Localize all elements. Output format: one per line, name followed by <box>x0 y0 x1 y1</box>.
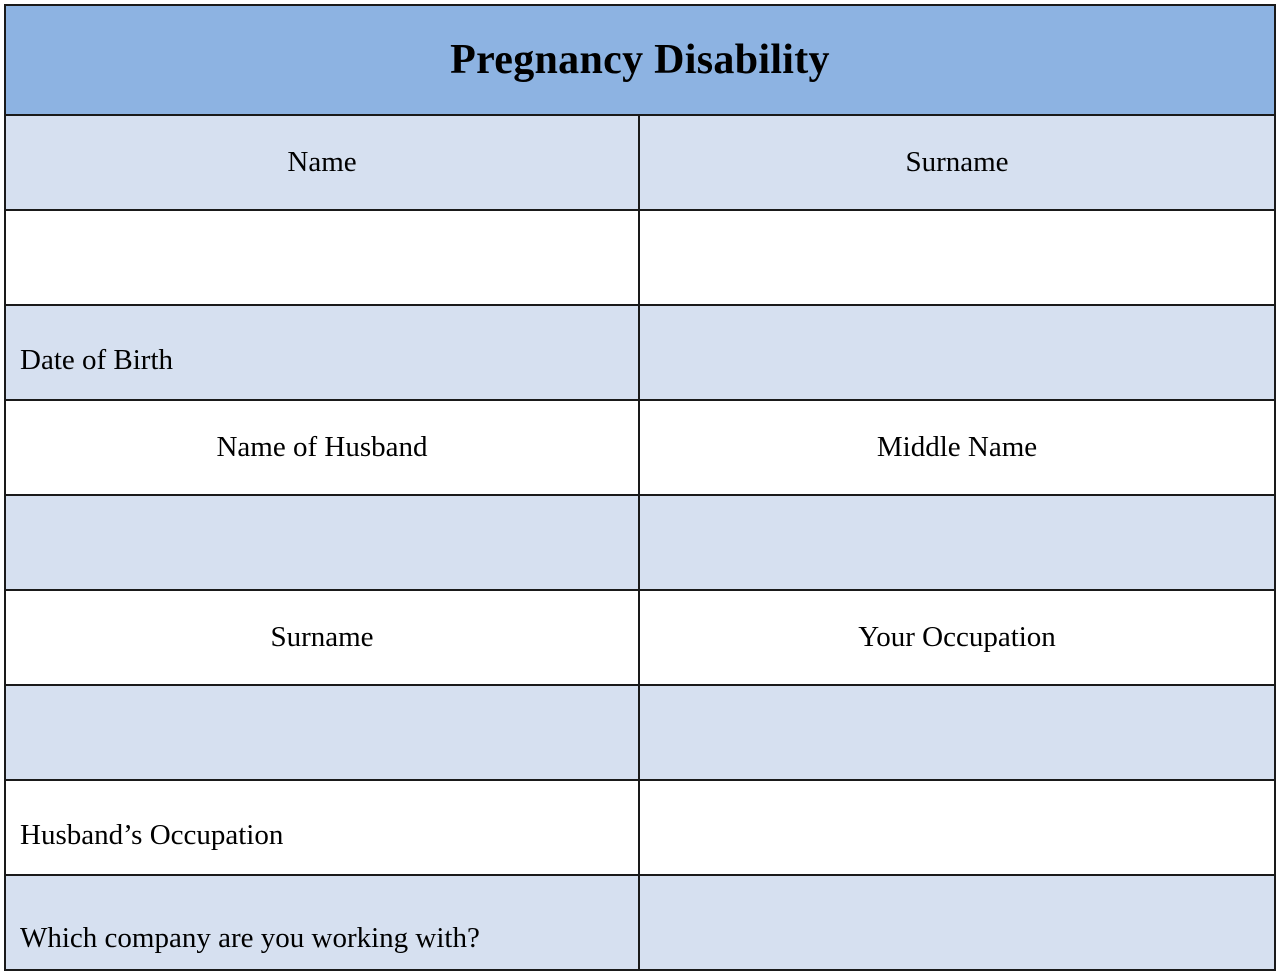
your-occupation-label: Your Occupation <box>858 621 1056 653</box>
form-header <box>4 4 1276 116</box>
your-occupation-field[interactable] <box>640 686 1274 779</box>
surname-label: Surname <box>905 146 1009 178</box>
name-of-husband-field[interactable] <box>6 496 640 589</box>
row-name-surname-fields <box>4 211 1276 306</box>
name-label: Name <box>6 116 640 209</box>
row-surname-occupation-labels <box>4 591 1276 686</box>
form-title: Pregnancy Disability <box>450 37 830 83</box>
row-husband-occupation <box>4 781 1276 876</box>
middle-name-label: Middle Name <box>876 431 1038 463</box>
row-date-of-birth <box>4 306 1276 401</box>
husband-occupation-field[interactable] <box>640 781 1274 874</box>
row-husband-middle-fields <box>4 496 1276 591</box>
company-field[interactable] <box>640 876 1274 969</box>
row-husband-middle-labels <box>4 401 1276 496</box>
pregnancy-disability-form <box>4 4 1276 964</box>
husband-surname-label: Surname <box>6 591 640 684</box>
name-field[interactable] <box>6 211 640 304</box>
middle-name-field[interactable] <box>640 496 1274 589</box>
row-company <box>4 876 1276 971</box>
date-of-birth-field[interactable] <box>640 306 1274 399</box>
husband-occupation-label: Husband’s Occupation <box>6 781 640 874</box>
date-of-birth-label: Date of Birth <box>6 306 640 399</box>
surname-field[interactable] <box>640 211 1274 304</box>
row-name-surname-labels <box>4 116 1276 211</box>
name-of-husband-label: Name of Husband <box>6 401 640 494</box>
husband-surname-field[interactable] <box>6 686 640 779</box>
row-surname-occupation-fields <box>4 686 1276 781</box>
company-label: Which company are you working with? <box>6 876 640 969</box>
